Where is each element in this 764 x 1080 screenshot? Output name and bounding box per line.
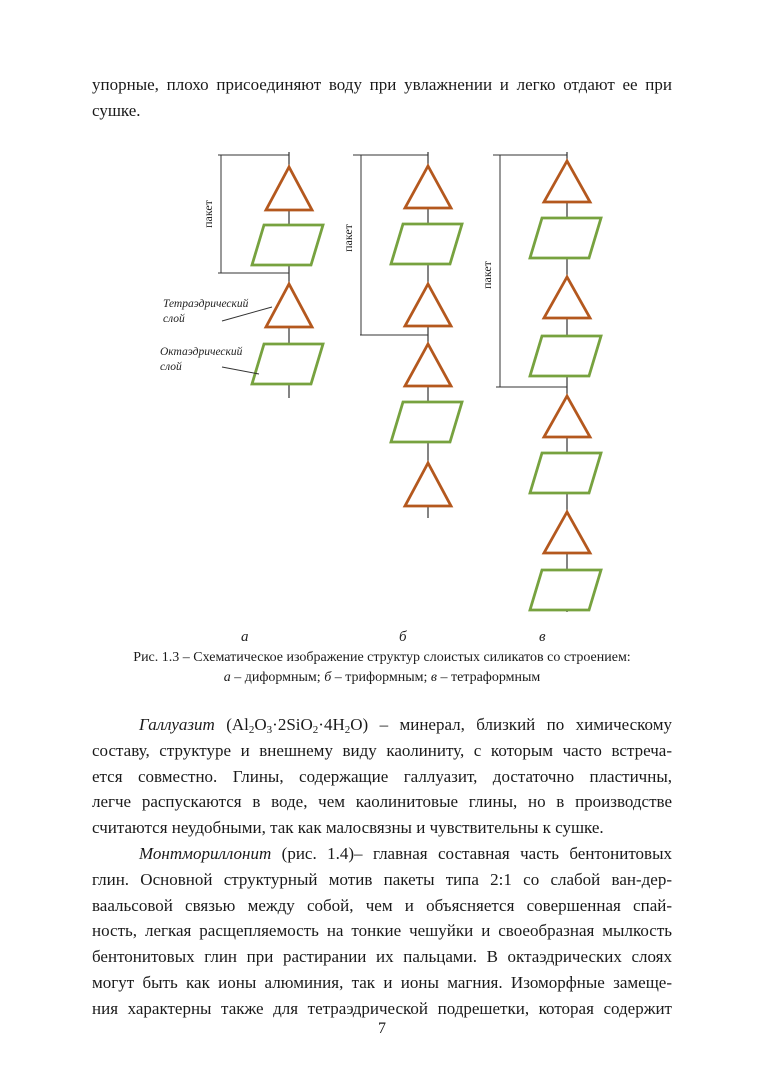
packet-label-b: пакет (341, 224, 355, 252)
tetra-layer-label-2: слой (163, 313, 185, 325)
tetrahedral-layer-b2 (405, 284, 451, 326)
figure-caption (60, 648, 704, 688)
tetrahedral-layer-b1 (405, 166, 451, 208)
octahedral-layer-v1 (530, 218, 601, 258)
page-number: 7 (378, 1020, 386, 1037)
tetrahedral-layer-b4 (405, 463, 451, 506)
tetrahedral-layer-a1 (266, 167, 312, 210)
octahedral-layer-v3 (530, 453, 601, 493)
structure-v (480, 152, 601, 612)
body-line: составу, структуре и внешнему виду каолиниту, с которым часто встреча- (92, 740, 672, 760)
body-line: бентонитовых глин при растирании их пальцами. В октаэдрических слоях (92, 947, 672, 967)
packet-label-a: пакет (201, 200, 215, 228)
montmorillonite-first-line: Монтмориллонит (рис. 1.4)– главная составная часть бентонитовых (139, 843, 672, 863)
body-text (92, 712, 672, 1022)
octahedral-layer-b2 (391, 402, 462, 442)
octahedral-layer-v2 (530, 336, 601, 376)
tetrahedral-layer-v1 (544, 161, 590, 202)
intro-line-2: сушке. (92, 100, 141, 120)
body-line: легче распускаются в воде, чем каолинитовые глины, но в производстве (92, 792, 672, 812)
octahedral-layer-a1 (252, 225, 323, 265)
caption-letter-a: а (223, 670, 231, 685)
octa-layer-label-2: слой (160, 361, 182, 373)
caption-letter-b: б (324, 670, 332, 685)
body-line: ваальсовой связью между собой, чем и объясняется совершенная спай- (92, 895, 672, 915)
body-line: могут быть как ионы алюминия, так и ионы магния. Изоморфные замеще- (92, 972, 672, 992)
tetrahedral-layer-v4 (544, 512, 590, 553)
halloysite-first-line: Галлуазит $(Al_2O_3\cdot 2SiO_2\cdot 4H_2O)$ – минерал, близкий по химическому (139, 715, 672, 736)
body-line: глин. Основной структурный мотив пакеты типа 2:1 со слабой ван-дер- (92, 869, 672, 889)
packet-label-v: пакет (480, 261, 494, 289)
tetrahedral-layer-b3 (405, 344, 451, 386)
tetrahedral-layer-v2 (544, 277, 590, 318)
structure-a (160, 152, 323, 398)
octahedral-layer-b1 (391, 224, 462, 264)
term-montmorillonite: Монтмориллонит (139, 843, 272, 863)
tetrahedral-layer-v3 (544, 396, 590, 437)
term-halloysite: Галлуазит (139, 715, 215, 734)
caption-line-2: а – диформным; б – триформным; в – тетраформным (223, 670, 541, 685)
octahedral-layer-a2 (252, 344, 323, 384)
caption-letter-v: в (430, 670, 437, 685)
tetrahedral-layer-a2 (266, 284, 312, 327)
body-line: ния характерны также для тетраэдрической подрешетки, которая содержит (92, 998, 672, 1018)
intro-line-1: упорные, плохо присоединяют воду при увлажнении и легко отдают ее при (92, 75, 672, 94)
octa-layer-label-1: Октаэдрический (160, 346, 243, 358)
octa-label-leader (222, 367, 259, 374)
subfigure-label-b: б (399, 629, 407, 645)
subfigure-label-v: в (539, 629, 546, 645)
tetra-layer-label-1: Тетраэдрический (163, 298, 249, 310)
structure-b (341, 152, 462, 518)
body-line: ется совместно. Глины, содержащие галлуазит, достаточно пластичны, (92, 766, 672, 786)
octahedral-layer-v4 (530, 570, 601, 610)
body-line: считаются неудобными, так как малосвязны и чувствительны к сушке. (92, 818, 604, 838)
subfigure-label-a: а (241, 629, 249, 645)
caption-line-1: Рис. 1.3 – Схематическое изображение структур слоистых силикатов со строением: (133, 650, 631, 665)
body-line: ность, легкая расщепляемость на тонкие чешуйки и своеобразная мылкость (92, 921, 672, 941)
